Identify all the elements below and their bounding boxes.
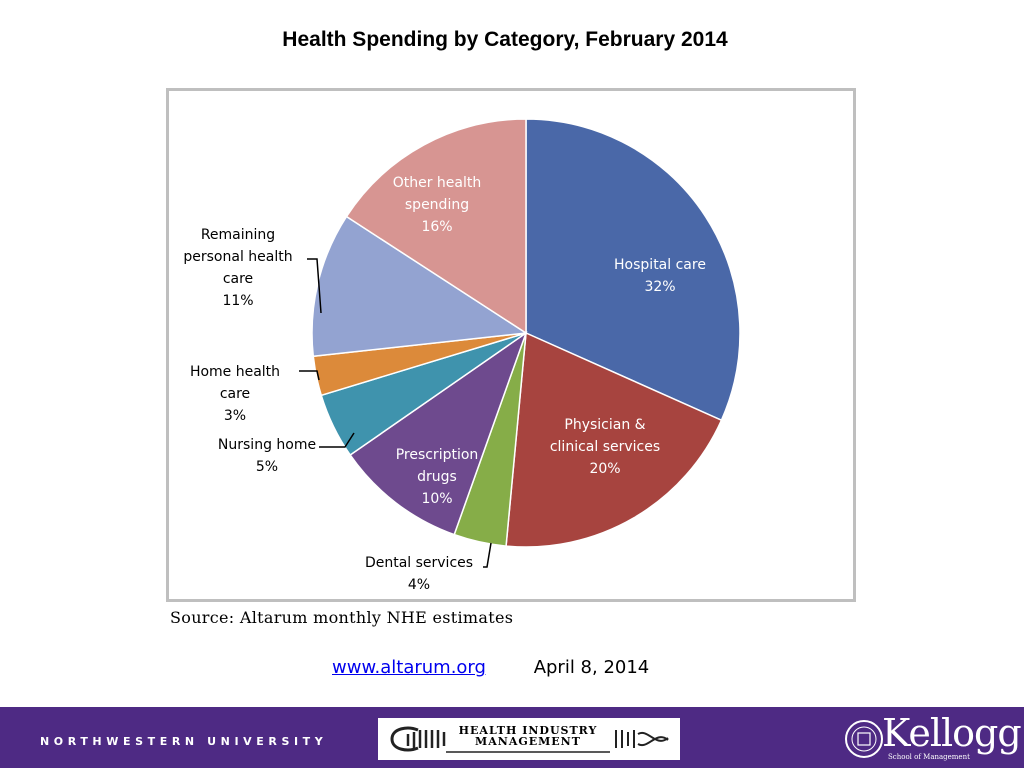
him-logo-text (448, 725, 608, 747)
him-logo-line2: MANAGEMENT (475, 735, 581, 748)
slice-label-7: Other health spending 16% (392, 175, 482, 235)
kellogg-logo (844, 711, 1021, 763)
kellogg-subtitle: School of Management (888, 753, 970, 761)
kellogg-seal-icon (844, 717, 884, 761)
kellogg-wordmark: Kellogg (882, 711, 1021, 755)
slice-label-3: Prescription drugs 10% (395, 447, 479, 507)
source-note: Source: Altarum monthly NHE estimates (170, 608, 514, 627)
altarum-link[interactable]: www.altarum.org (332, 657, 486, 678)
footer-band (0, 707, 1024, 768)
slice-label-2: Dental services 4% (364, 555, 474, 593)
slice-label-5: Home health care 3% (189, 364, 281, 424)
northwestern-wordmark: NORTHWESTERN UNIVERSITY (40, 735, 328, 748)
slide-title: Health Spending by Category, February 2014 (282, 28, 728, 51)
pie-chart (169, 91, 853, 599)
slice-label-1: Physician & clinical services 20% (549, 417, 661, 477)
health-industry-management-logo (378, 718, 680, 760)
him-logo-line1: HEALTH INDUSTRY (458, 724, 598, 737)
slice-label-6: Remaining personal health care 11% (183, 227, 293, 309)
leader-line-2 (483, 543, 491, 567)
chart-frame (166, 88, 856, 602)
slice-label-4: Nursing home 5% (217, 437, 317, 475)
footer-line (332, 657, 649, 678)
slice-label-0: Hospital care 32% (614, 257, 706, 295)
slide-date: April 8, 2014 (533, 657, 650, 678)
